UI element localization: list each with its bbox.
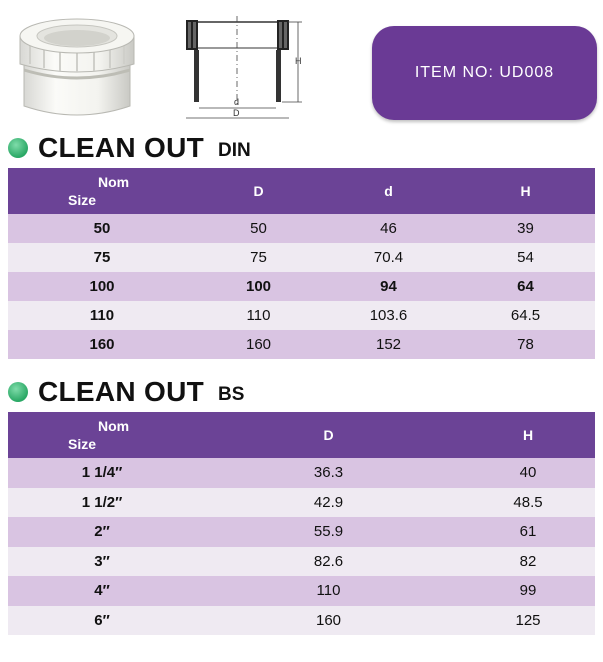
din-table — [8, 168, 595, 359]
item-number-badge: ITEM NO: UD008 — [372, 26, 597, 120]
cell-d: 103.6 — [321, 301, 456, 330]
cell-size: 1 1/2″ — [8, 488, 196, 518]
drawing-label-d: d — [234, 97, 240, 107]
table-row — [8, 301, 595, 330]
cell-size: 100 — [8, 272, 196, 301]
din-header-nom-size — [8, 168, 196, 214]
table-row — [8, 576, 595, 606]
bs-subtitle: BS — [218, 384, 245, 405]
bs-header-H: H — [461, 412, 595, 458]
cell-D: 82.6 — [196, 547, 461, 577]
cell-d: 70.4 — [321, 243, 456, 272]
cell-D: 50 — [196, 214, 321, 243]
bs-header-row — [8, 412, 595, 458]
cell-size: 2″ — [8, 517, 196, 547]
cell-H: 54 — [456, 243, 595, 272]
cell-size: 1 1/4″ — [8, 458, 196, 488]
drawing-label-H: H — [295, 56, 302, 66]
cell-H: 64 — [456, 272, 595, 301]
cell-size: 50 — [8, 214, 196, 243]
cell-d: 46 — [321, 214, 456, 243]
bs-header-nom: Nom — [98, 418, 130, 434]
cell-H: 48.5 — [461, 488, 595, 518]
cell-D: 160 — [196, 330, 321, 359]
din-section-title — [8, 132, 251, 164]
bs-table — [8, 412, 595, 635]
header-area — [0, 0, 603, 128]
table-row — [8, 458, 595, 488]
din-header-D: D — [196, 168, 321, 214]
table-row — [8, 547, 595, 577]
cell-D: 36.3 — [196, 458, 461, 488]
table-row — [8, 488, 595, 518]
bs-header-D: D — [196, 412, 461, 458]
cell-D: 160 — [196, 606, 461, 636]
din-header-H: H — [456, 168, 595, 214]
din-header-size: Size — [68, 192, 97, 208]
cell-D: 110 — [196, 301, 321, 330]
cell-H: 40 — [461, 458, 595, 488]
din-subtitle: DIN — [218, 140, 251, 161]
table-row — [8, 243, 595, 272]
din-header-row — [8, 168, 595, 214]
cell-d: 94 — [321, 272, 456, 301]
bs-section-title — [8, 376, 244, 408]
cell-size: 110 — [8, 301, 196, 330]
bs-title: CLEAN OUT — [38, 376, 205, 407]
cell-D: 42.9 — [196, 488, 461, 518]
din-header-d: d — [321, 168, 456, 214]
cross-section-drawing — [178, 12, 313, 122]
drawing-label-D: D — [233, 108, 240, 118]
cell-H: 99 — [461, 576, 595, 606]
cell-D: 55.9 — [196, 517, 461, 547]
bullet-dot-icon — [8, 138, 28, 158]
cell-H: 39 — [456, 214, 595, 243]
bs-header-nom-size — [8, 412, 196, 458]
cell-H: 64.5 — [456, 301, 595, 330]
cell-D: 75 — [196, 243, 321, 272]
cell-size: 3″ — [8, 547, 196, 577]
table-row — [8, 330, 595, 359]
table-row — [8, 517, 595, 547]
cell-size: 4″ — [8, 576, 196, 606]
cell-D: 110 — [196, 576, 461, 606]
cell-H: 61 — [461, 517, 595, 547]
cell-size: 6″ — [8, 606, 196, 636]
cell-H: 78 — [456, 330, 595, 359]
cell-size: 75 — [8, 243, 196, 272]
table-row — [8, 606, 595, 636]
cell-size: 160 — [8, 330, 196, 359]
bs-header-size: Size — [68, 436, 97, 452]
cell-D: 100 — [196, 272, 321, 301]
cell-H: 82 — [461, 547, 595, 577]
din-title: CLEAN OUT — [38, 132, 205, 163]
bullet-dot-icon — [8, 382, 28, 402]
din-header-nom: Nom — [98, 174, 130, 190]
cell-d: 152 — [321, 330, 456, 359]
product-photo — [18, 14, 136, 118]
table-row — [8, 214, 595, 243]
cell-H: 125 — [461, 606, 595, 636]
table-row — [8, 272, 595, 301]
